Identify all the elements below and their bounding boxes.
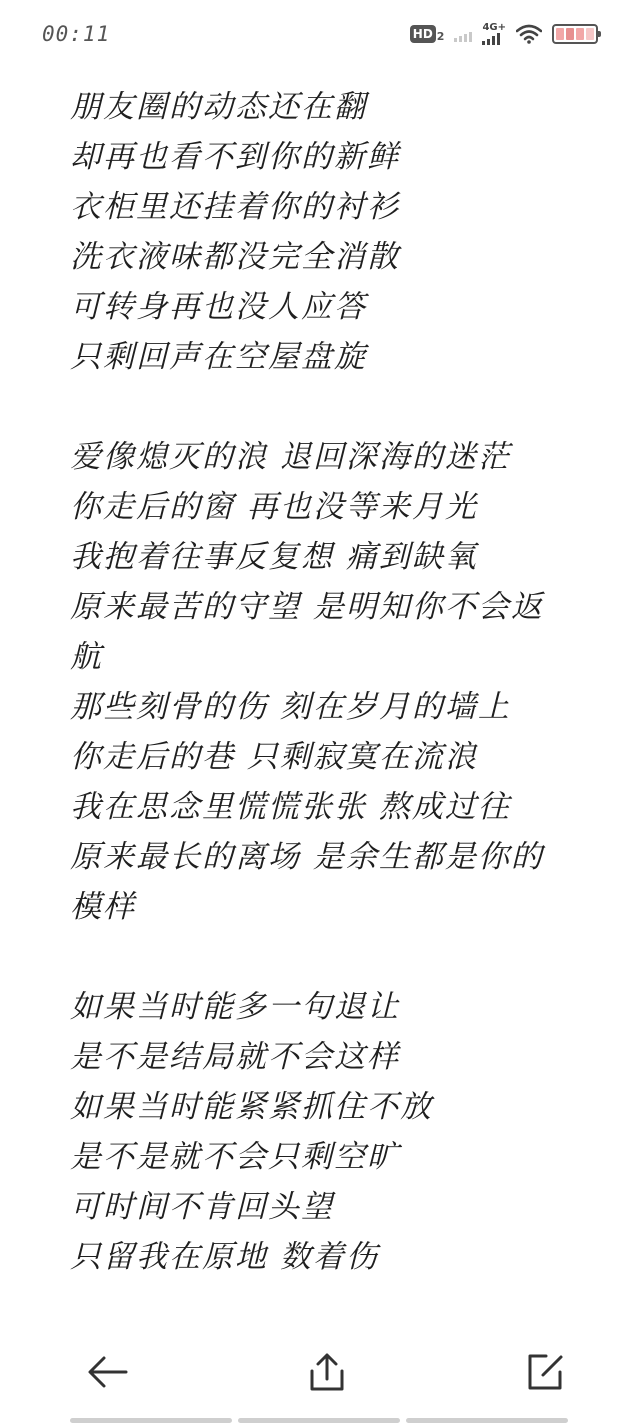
- lyric-line: 原来最苦的守望 是明知你不会返: [70, 589, 544, 625]
- lyric-line: [70, 382, 580, 432]
- edit-icon: [526, 1352, 566, 1392]
- hd-label: HD: [410, 25, 436, 43]
- lyric-line: 可时间不肯回头望: [70, 1189, 334, 1225]
- lyric-line: 衣柜里还挂着你的衬衫: [70, 189, 400, 225]
- lyric-line: 你走后的巷 只剩寂寞在流浪: [70, 739, 478, 775]
- status-time: 00:11: [42, 22, 111, 46]
- hd-icon: [410, 25, 445, 43]
- lyrics-text: [70, 42, 580, 1327]
- lyric-line: 朋友圈的动态还在翻: [70, 89, 367, 125]
- lyric-line: 我抱着往事反复想 痛到缺氧: [70, 539, 478, 575]
- lyric-line: 是不是结局就不会这样: [70, 1039, 400, 1075]
- lyric-line: 只留我在原地 数着伤: [70, 1239, 379, 1275]
- edit-button[interactable]: [522, 1348, 570, 1396]
- lyric-line: 你走后的窗 再也没等来月光: [70, 489, 478, 525]
- lyric-line: 航: [70, 639, 103, 675]
- hd-sub: 2: [436, 30, 445, 43]
- lyric-line: 我在思念里慌慌张张 熬成过往: [70, 789, 511, 825]
- arrow-left-icon: [86, 1354, 130, 1390]
- lyric-line: 是不是就不会只剩空旷: [70, 1139, 400, 1175]
- lyric-line: 那些刻骨的伤 刻在岁月的墙上: [70, 689, 511, 725]
- battery-icon: [552, 24, 598, 44]
- navigation-bar: [70, 1418, 568, 1423]
- status-bar: [0, 0, 640, 68]
- lyric-line: 却再也看不到你的新鲜: [70, 139, 400, 175]
- signal-icon: [454, 26, 472, 42]
- lyric-line: [70, 932, 580, 982]
- lyric-line: 模样: [70, 889, 136, 925]
- lyric-line: 如果当时能紧紧抓住不放: [70, 1089, 433, 1125]
- share-button[interactable]: [303, 1348, 351, 1396]
- signal-4g-icon: [482, 23, 506, 45]
- lyric-line: 爱像熄灭的浪 退回深海的迷茫: [70, 439, 511, 475]
- back-button[interactable]: [84, 1348, 132, 1396]
- lyric-line: 可转身再也没人应答: [70, 289, 367, 325]
- lyric-line: 只剩回声在空屋盘旋: [70, 339, 367, 375]
- status-icons: [410, 23, 598, 45]
- lyric-line: 洗衣液味都没完全消散: [70, 239, 400, 275]
- lyric-line: 如果当时能多一句退让: [70, 989, 400, 1025]
- lyric-line: 原来最长的离场 是余生都是你的: [70, 839, 544, 875]
- network-label: 4G+: [482, 22, 506, 33]
- share-icon: [307, 1351, 347, 1393]
- wifi-icon: [516, 24, 542, 44]
- bottom-toolbar: [0, 1328, 640, 1416]
